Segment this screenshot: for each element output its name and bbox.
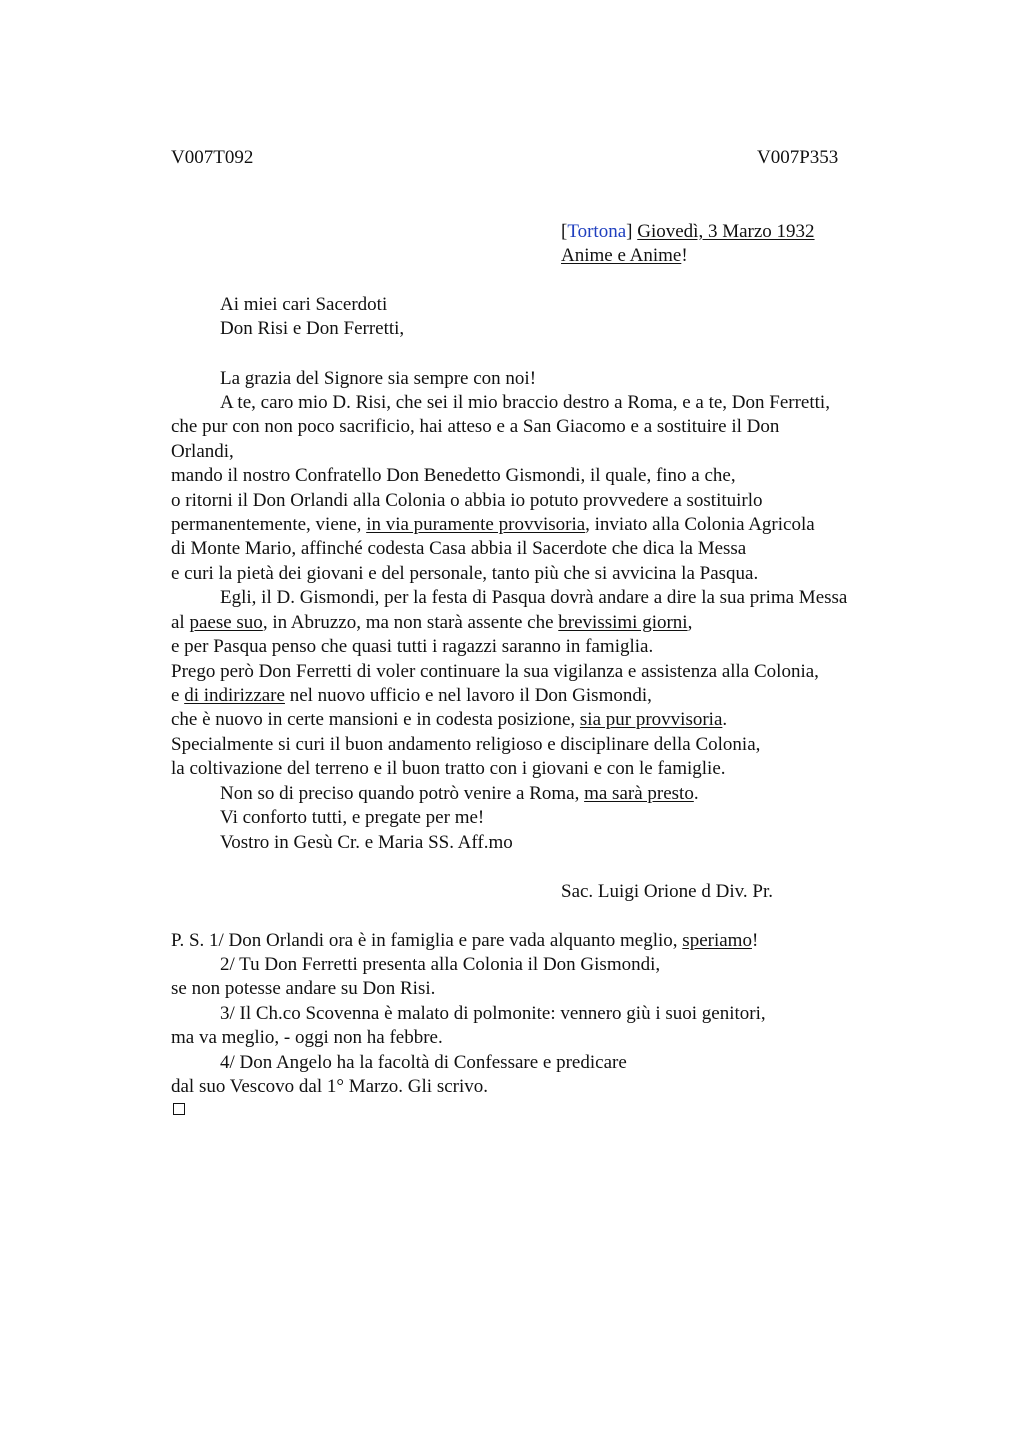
text-run: Non so di preciso quando potrò venire a Roma, <box>220 783 585 804</box>
underlined-phrase: brevissimi giorni <box>558 612 688 633</box>
postscript-line: ma va meglio, - oggi non ha febbre. <box>171 1027 443 1048</box>
text-run: P. S. 1/ Don Orlandi ora è in famiglia e pare vada alquanto meglio, <box>171 930 683 951</box>
text-run: al <box>171 612 190 633</box>
body-line: e curi la pietà dei giovani e del personale, tanto più che si avvicina la Pasqua. <box>171 563 759 584</box>
letter-date: Giovedì, 3 Marzo 1932 <box>637 221 815 242</box>
body-line <box>171 611 692 635</box>
salutation-line-2: Don Risi e Don Ferretti, <box>220 318 405 339</box>
body-line: la coltivazione del terreno e il buon tratto con i giovani e con le famiglie. <box>171 758 726 779</box>
dateline <box>561 220 815 244</box>
body-line: Orlandi, <box>171 441 234 462</box>
underlined-phrase: ma sarà presto <box>584 783 694 804</box>
document-code-right: V007P353 <box>757 147 839 168</box>
postscript-line: dal suo Vescovo dal 1° Marzo. Gli scrivo. <box>171 1076 488 1097</box>
body-line: Specialmente si curi il buon andamento religioso e disciplinare della Colonia, <box>171 734 761 755</box>
underlined-phrase: in via puramente provvisoria <box>366 514 586 535</box>
body-line <box>171 513 815 537</box>
body-line: di Monte Mario, affinché codesta Casa abbia il Sacerdote che dica la Messa <box>171 538 747 559</box>
text-run: , inviato alla Colonia Agricola <box>585 514 815 535</box>
motto-end: ! <box>681 245 688 266</box>
document-code-left: V007T092 <box>171 147 254 168</box>
underlined-phrase: paese suo <box>189 612 263 633</box>
body-line: che pur con non poco sacrificio, hai atteso e a San Giacomo e a sostituire il Don <box>171 416 780 437</box>
underlined-phrase: di indirizzare <box>184 685 285 706</box>
place-name: Tortona <box>567 221 627 242</box>
text-run: che è nuovo in certe mansioni e in codesta posizione, <box>171 709 580 730</box>
empty-square-icon <box>173 1103 185 1115</box>
body-line: Vi conforto tutti, e pregate per me! <box>220 807 485 828</box>
underlined-phrase: speriamo <box>682 930 752 951</box>
underlined-phrase: sia pur provvisoria <box>579 709 723 730</box>
postscript-line: 2/ Tu Don Ferretti presenta alla Colonia il Don Gismondi, <box>220 954 661 975</box>
signature: Sac. Luigi Orione d Div. Pr. <box>561 881 773 902</box>
body-line: Vostro in Gesù Cr. e Maria SS. Aff.mo <box>220 832 513 853</box>
text-run: , in Abruzzo, ma non starà assente che <box>262 612 559 633</box>
text-run: permanentemente, viene, <box>171 514 367 535</box>
body-line: e per Pasqua penso che quasi tutti i ragazzi saranno in famiglia. <box>171 636 654 657</box>
body-line: mando il nostro Confratello Don Benedetto Gismondi, il quale, fino a che, <box>171 465 736 486</box>
postscript-line: se non potesse andare su Don Risi. <box>171 978 436 999</box>
body-line: La grazia del Signore sia sempre con noi! <box>220 368 537 389</box>
postscript-line: 4/ Don Angelo ha la facoltà di Confessare e predicare <box>220 1052 627 1073</box>
text-run: ! <box>751 930 759 951</box>
body-line: o ritorni il Don Orlandi alla Colonia o abbia io potuto provvedere a sostituirlo <box>171 490 763 511</box>
motto-text: Anime e Anime <box>561 245 682 266</box>
postscript-line: 3/ Il Ch.co Scovenna è malato di polmonite: vennero giù i suoi genitori, <box>220 1003 766 1024</box>
bracket-close: ] <box>626 221 638 242</box>
salutation-line-1: Ai miei cari Sacerdoti <box>220 294 388 315</box>
body-line: Egli, il D. Gismondi, per la festa di Pasqua dovrà andare a dire la sua prima Messa <box>220 587 848 608</box>
body-line: Prego però Don Ferretti di voler continuare la sua vigilanza e assistenza alla Colonia, <box>171 661 819 682</box>
body-line: A te, caro mio D. Risi, che sei il mio braccio destro a Roma, e a te, Don Ferretti, <box>220 392 830 413</box>
postscript-line <box>171 929 758 953</box>
bracket-open: [ <box>561 221 568 242</box>
body-line <box>220 782 699 806</box>
motto <box>561 244 688 268</box>
text-run: nel nuovo ufficio e nel lavoro il Don Gismondi, <box>284 685 652 706</box>
body-line <box>171 684 652 708</box>
text-run: , <box>687 612 693 633</box>
text-run: . <box>693 783 699 804</box>
text-run: . <box>722 709 728 730</box>
body-line <box>171 708 727 732</box>
text-run: e <box>171 685 185 706</box>
